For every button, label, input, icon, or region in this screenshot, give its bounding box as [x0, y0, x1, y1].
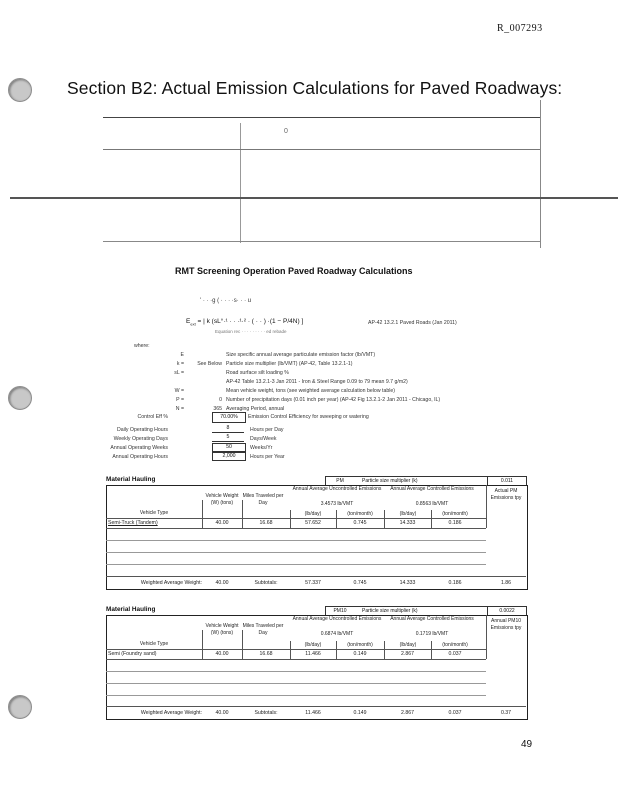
- equation-note: Equation rec · · · · · · · · · ed rebade: [215, 329, 287, 334]
- pm-multiplier-box: PM10 Particle size multiplier (k): [325, 606, 488, 616]
- param-row: P = 0 Number of precipitation days (0.01 inch per year) (AP-42 Fig 13.2.1-2 Jan 2011 - Chicago, IL): [176, 397, 441, 403]
- document-id: R_007293: [497, 23, 543, 34]
- equation-rhs: = | k (sL°·¹ · · ·¹·² · ( · · ) ·(1 − P/4N) ]: [197, 318, 304, 325]
- table-title: Material Hauling: [106, 606, 156, 613]
- hole-punch-top: [8, 78, 32, 102]
- daily-hours-value: 8: [212, 425, 244, 433]
- equation-lhs-sub: ext: [190, 321, 196, 327]
- param-row: AP-42 Table 13.2.1-3 Jan 2011 - Iron & Steel Range 0.09 to 79 mean 9.7 g/m2): [226, 379, 408, 385]
- param-row: N = 365 Averaging Period, annual: [175, 406, 285, 412]
- param-row: k = See Below Particle size multiplier (lb/VMT) (AP-42, Table 13.2.1-1): [176, 361, 353, 367]
- upper-table-bottom-line: [103, 241, 540, 242]
- param-row: E Size specific annual average particulate emission factor (lb/VMT): [180, 352, 376, 358]
- equation-header: ' · · ·g ( · · · ·s· · · u: [200, 298, 252, 304]
- page-number: 49: [521, 739, 533, 750]
- equation-reference: AP-42 13.2.1 Paved Roads (Jan 2011): [368, 320, 457, 326]
- param-row: sL = Road surface silt loading %: [174, 370, 289, 376]
- hole-punch-middle: [8, 386, 32, 410]
- table-row: Semi (Foundry sand): [108, 651, 157, 657]
- upper-table-top-line: [103, 117, 540, 118]
- calculation-title: RMT Screening Operation Paved Roadway Calculations: [175, 266, 413, 276]
- control-eff-desc: Emission Control Efficiency for sweeping or watering: [248, 414, 369, 420]
- param-row: W = Mean vehicle weight, tons (see weighted average calculation below table): [174, 388, 395, 394]
- upper-table-right-edge: [540, 100, 541, 248]
- page-rule-thick: [10, 197, 618, 199]
- pm-multiplier-value: 0.011: [487, 476, 527, 486]
- annual-hours-value: 2,000: [212, 452, 246, 461]
- table-row: Semi-Truck (Tandem): [108, 520, 158, 526]
- section-title: Section B2: Actual Emission Calculations for Paved Roadways:: [67, 78, 563, 98]
- annual-weeks-value: 50: [212, 443, 246, 452]
- control-eff-label: Control Eff %: [137, 414, 168, 420]
- hole-punch-bottom: [8, 695, 32, 719]
- where-label: where:: [134, 343, 150, 349]
- pm-multiplier-box: PM Particle size multiplier (k): [325, 476, 488, 486]
- control-eff-value: 70.00%: [212, 412, 246, 423]
- weekly-days-value: 5: [212, 434, 244, 442]
- upper-table-mark: 0: [284, 128, 288, 135]
- pm-multiplier-value: 0.0022: [487, 606, 527, 616]
- equation-lhs: E: [186, 318, 191, 325]
- equation-formula: [186, 318, 303, 326]
- upper-table-line-1: [103, 149, 540, 150]
- upper-table-divider: [240, 123, 241, 243]
- table-title: Material Hauling: [106, 476, 156, 483]
